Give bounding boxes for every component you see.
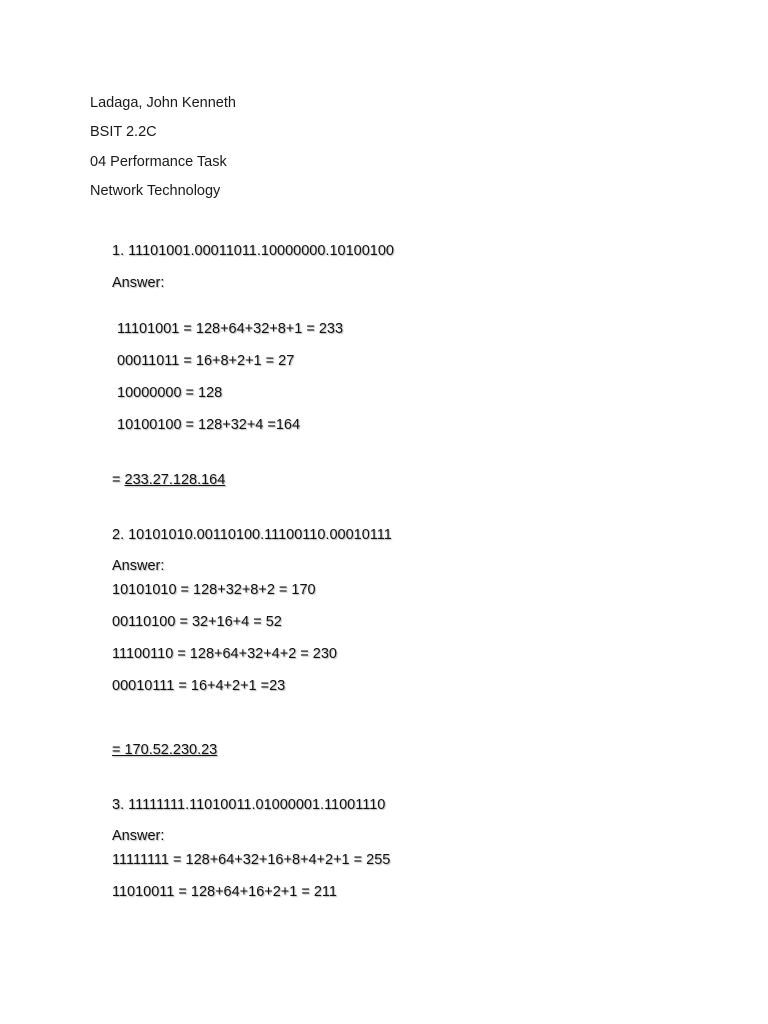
question-2: 2. 10101010.00110100.11100110.00010111: [112, 527, 392, 543]
q2-conversion-line: 10101010 = 128+32+8+2 = 170: [112, 582, 316, 598]
question-3: 3. 11111111.11010011.01000001.11001110: [112, 797, 386, 813]
q2-result: = 170.52.230.23: [112, 742, 218, 758]
answer-label-2: Answer:: [112, 558, 165, 574]
q1-result-value: 233.27.128.164: [124, 472, 226, 488]
q2-conversion-line: 00010111 = 16+4+2+1 =23: [112, 678, 286, 694]
q1-conversion-line: 00011011 = 16+8+2+1 = 27: [117, 353, 295, 369]
q1-result: [112, 471, 225, 489]
answer-label-1: Answer:: [112, 275, 165, 291]
q3-conversion-line: 11111111 = 128+64+32+16+8+4+2+1 = 255: [112, 852, 391, 868]
student-name: Ladaga, John Kenneth: [90, 95, 236, 111]
q3-conversion-line: 11010011 = 128+64+16+2+1 = 211: [112, 884, 337, 900]
question-1: 1. 11101001.00011011.10000000.10100100: [112, 243, 394, 259]
subject-name: Network Technology: [90, 183, 221, 199]
task-title: 04 Performance Task: [90, 154, 227, 170]
q1-conversion-line: 10100100 = 128+32+4 =164: [117, 417, 301, 433]
q1-conversion-line: 11101001 = 128+64+32+8+1 = 233: [117, 321, 344, 337]
student-section: BSIT 2.2C: [90, 124, 157, 140]
q1-result-prefix: =: [112, 472, 125, 488]
q1-conversion-line: 10000000 = 128: [117, 385, 223, 401]
q2-conversion-line: 11100110 = 128+64+32+4+2 = 230: [112, 646, 337, 662]
answer-label-3: Answer:: [112, 828, 165, 844]
q2-conversion-line: 00110100 = 32+16+4 = 52: [112, 614, 282, 630]
